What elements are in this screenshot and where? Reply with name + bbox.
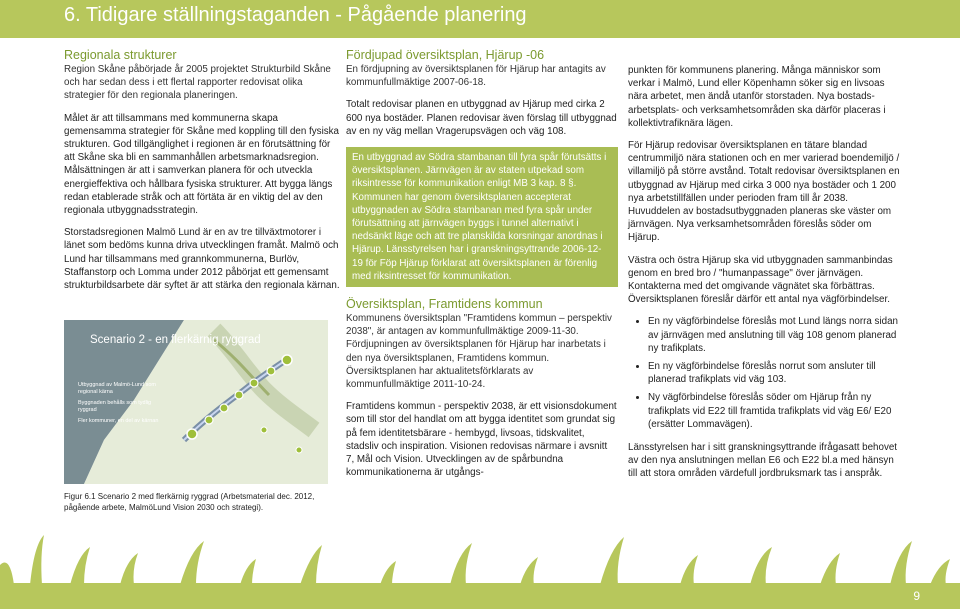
regional-lead: Region Skåne påbörjade år 2005 projektet Strukturbild Skåne och har sedan dess i ett flertal rapporter redovisat olika strategier för den regionala planeringen. [64, 64, 331, 102]
page-title: 6. Tidigare ställningstaganden - Pågående planering [64, 4, 527, 26]
op-lead: Kommunens översiktsplan "Framtidens kommun – perspektiv 2038", är antagen av kommunfullmäktige 2009-11-30. Fördjupningen av översiktsplanen för Hjärup har inarbetats i den nya översiktsplanen, Framtidens kommun. Översiktsplanen har aktualitetsförklarats av kommunfullmäktige 2011-10-24. [346, 313, 612, 391]
legend-item: Fler kommuner, en del av kärnan [78, 418, 159, 424]
page-number: 9 [913, 589, 920, 603]
footer-bar [0, 583, 960, 609]
regional-paragraph-1: Målet är att tillsammans med kommunerna skapa gemensamma strategier för Skåne med koppling till den fysiska strukturen. God tillgänglighet i regionen är en förutsättning för att Skåne ska bli en sammanhållen arbetsmarknadsregion. Målsättningen är att i samverkan planera för och utveckla energieffektiva och hållbara fysiska strukturer. Att bygga längs redan etablerade stråk och att förtäta är en viktig del av den regionala utbyggnadsstrategin. [64, 112, 339, 217]
column-continued [628, 64, 900, 490]
col3-paragraph-3: Västra och östra Hjärup ska vid utbyggnaden sammanbindas genom en bred bro / "humanpassage" över järnvägen. Kontakterna med det omgivande vägnätet ska förbättras. Översiktsplanen föreslår därför ett antal nya vägförbindelser. [628, 254, 893, 306]
fop-paragraph: Totalt redovisar planen en utbyggnad av Hjärup med cirka 2 600 nya bostäder. Planen redovisar även förslag till utbyggnad av en ny väg mellan Vragerupsvägen och väg 108. [346, 99, 617, 137]
column-hjarup-plans [346, 48, 618, 488]
regional-paragraph-2: Storstadsregionen Malmö Lund är en av tre tillväxtmotorer i länet som bedöms kunna driva utvecklingen framåt. Malmö och Lund har tillsammans med grannkommunerna, Burlöv, Staffanstorp och Lomma under 2012 påbörjat ett gemensamt strukturbildsarbete där syftet är att stärka den regionala kärnan. [64, 227, 340, 292]
grass-decoration [0, 525, 960, 585]
title-bar [0, 0, 960, 38]
road-connections-list [628, 315, 900, 431]
section-heading-regional: Regionala strukturer [64, 48, 177, 62]
figure-caption: Figur 6.1 Scenario 2 med flerkärnig ryggrad (Arbetsmaterial dec. 2012, pågående arbete, MalmöLund Vision 2030 och strategi). [64, 492, 315, 512]
section-heading-fop: Fördjupad översiktsplan, Hjärup -06 [346, 48, 545, 62]
map-title: Scenario 2 - en flerkärnig ryggrad [90, 334, 261, 346]
fop-lead: En fördjupning av översiktsplanen för Hjärup har antagits av kommunfullmäktige 2007-06-18. [346, 64, 606, 89]
legend-item: Utbyggnad av Malmö-Lund som regional kärna [78, 382, 156, 395]
scenario-map-figure [64, 320, 328, 484]
list-item: • Ny vägförbindelse föreslås söder om Hjärup från ny trafikplats vid E22 till framtida trafikplats vid väg E6/ E20 (ersätter Lommavägen). [648, 391, 900, 431]
column-regional-structures [64, 48, 340, 301]
railway-highlight-text: En utbyggnad av Södra stambanan till fyra spår förutsätts i översiktsplanen. Järnvägen är av staten utpekad som riksintresse för kommunikation enligt MB 3 kap. 8 §. Kommunen har genom översiktsplanen accepterat utbyggnaden av Södra stambanan med fyra spår under förutsättning att järnvägen byggs i tunnel alternativt i nedsänkt läge och att tre planskilda korsningar anordnas i Hjärup. Länsstyrelsen har i granskningsyttrande 2006-12-19 för Föp Hjärup förklarat att översiktsplanen är förenlig med riksintresset för kommunikation. [352, 152, 607, 282]
col3-paragraph-2: För Hjärup redovisar översiktsplanen en tätare blandad centrummiljö nära stationen och en mer varierad boendemiljö / villamiljö på större avstånd. Totalt redovisar översiktsplanen en utbyggnad av Hjärup med cirka 3 000 nya bostäder och 1 200 nya arbetstillfällen under perioden fram till år 2038. Huvuddelen av bostadsutbyggnaden planeras ske väster om järnvägen. Nya verksamhetsområden föreslås söder om Hjärup. [628, 140, 900, 244]
railway-highlight-box [346, 147, 618, 287]
list-item: • En ny vägförbindelse föreslås norrut som ansluter till planerad trafikplats vid väg 103. [648, 360, 900, 386]
op-paragraph: Framtidens kommun - perspektiv 2038, är ett visionsdokument som till stor del handlat om att bygga identitet som grundat sig på fem identitetsbärare - hembygd, livsoas, tidskvalitet, stadsliv och inspiration. Visionen redovisas närmare i avsnitt 7, Mål och Vision. Utvecklingen av de spårbundna kommunikationerna är utgångs- [346, 401, 617, 479]
section-heading-op: Översiktsplan, Framtidens kommun [346, 297, 543, 312]
legend-item: Byggnaden behålls som tydlig ryggrad [78, 400, 152, 413]
col3-paragraph-4: Länsstyrelsen har i sitt granskningsyttrande ifrågasatt behovet av den nya anslutningen mellan E6 och E22 bl.a med hänsyn till att stora områden värdefull jordbruksmark tas i anspråk. [628, 442, 898, 480]
list-item: • En ny vägförbindelse föreslås mot Lund längs norra sidan av järnvägen med anslutning till väg 108 genom planerad ny trafikplats. [648, 315, 900, 355]
map-legend [78, 382, 168, 429]
col3-paragraph-1: punkten för kommunens planering. Många människor som verkar i Malmö, Lund eller Köpenhamn söker sig en livsoas nära arbetet, men ändå utanför storstaden. Nya bostads- arbetsplats- och verksamhetsområden ska därför placeras i kollektivtrafiknära lägen. [628, 65, 886, 129]
